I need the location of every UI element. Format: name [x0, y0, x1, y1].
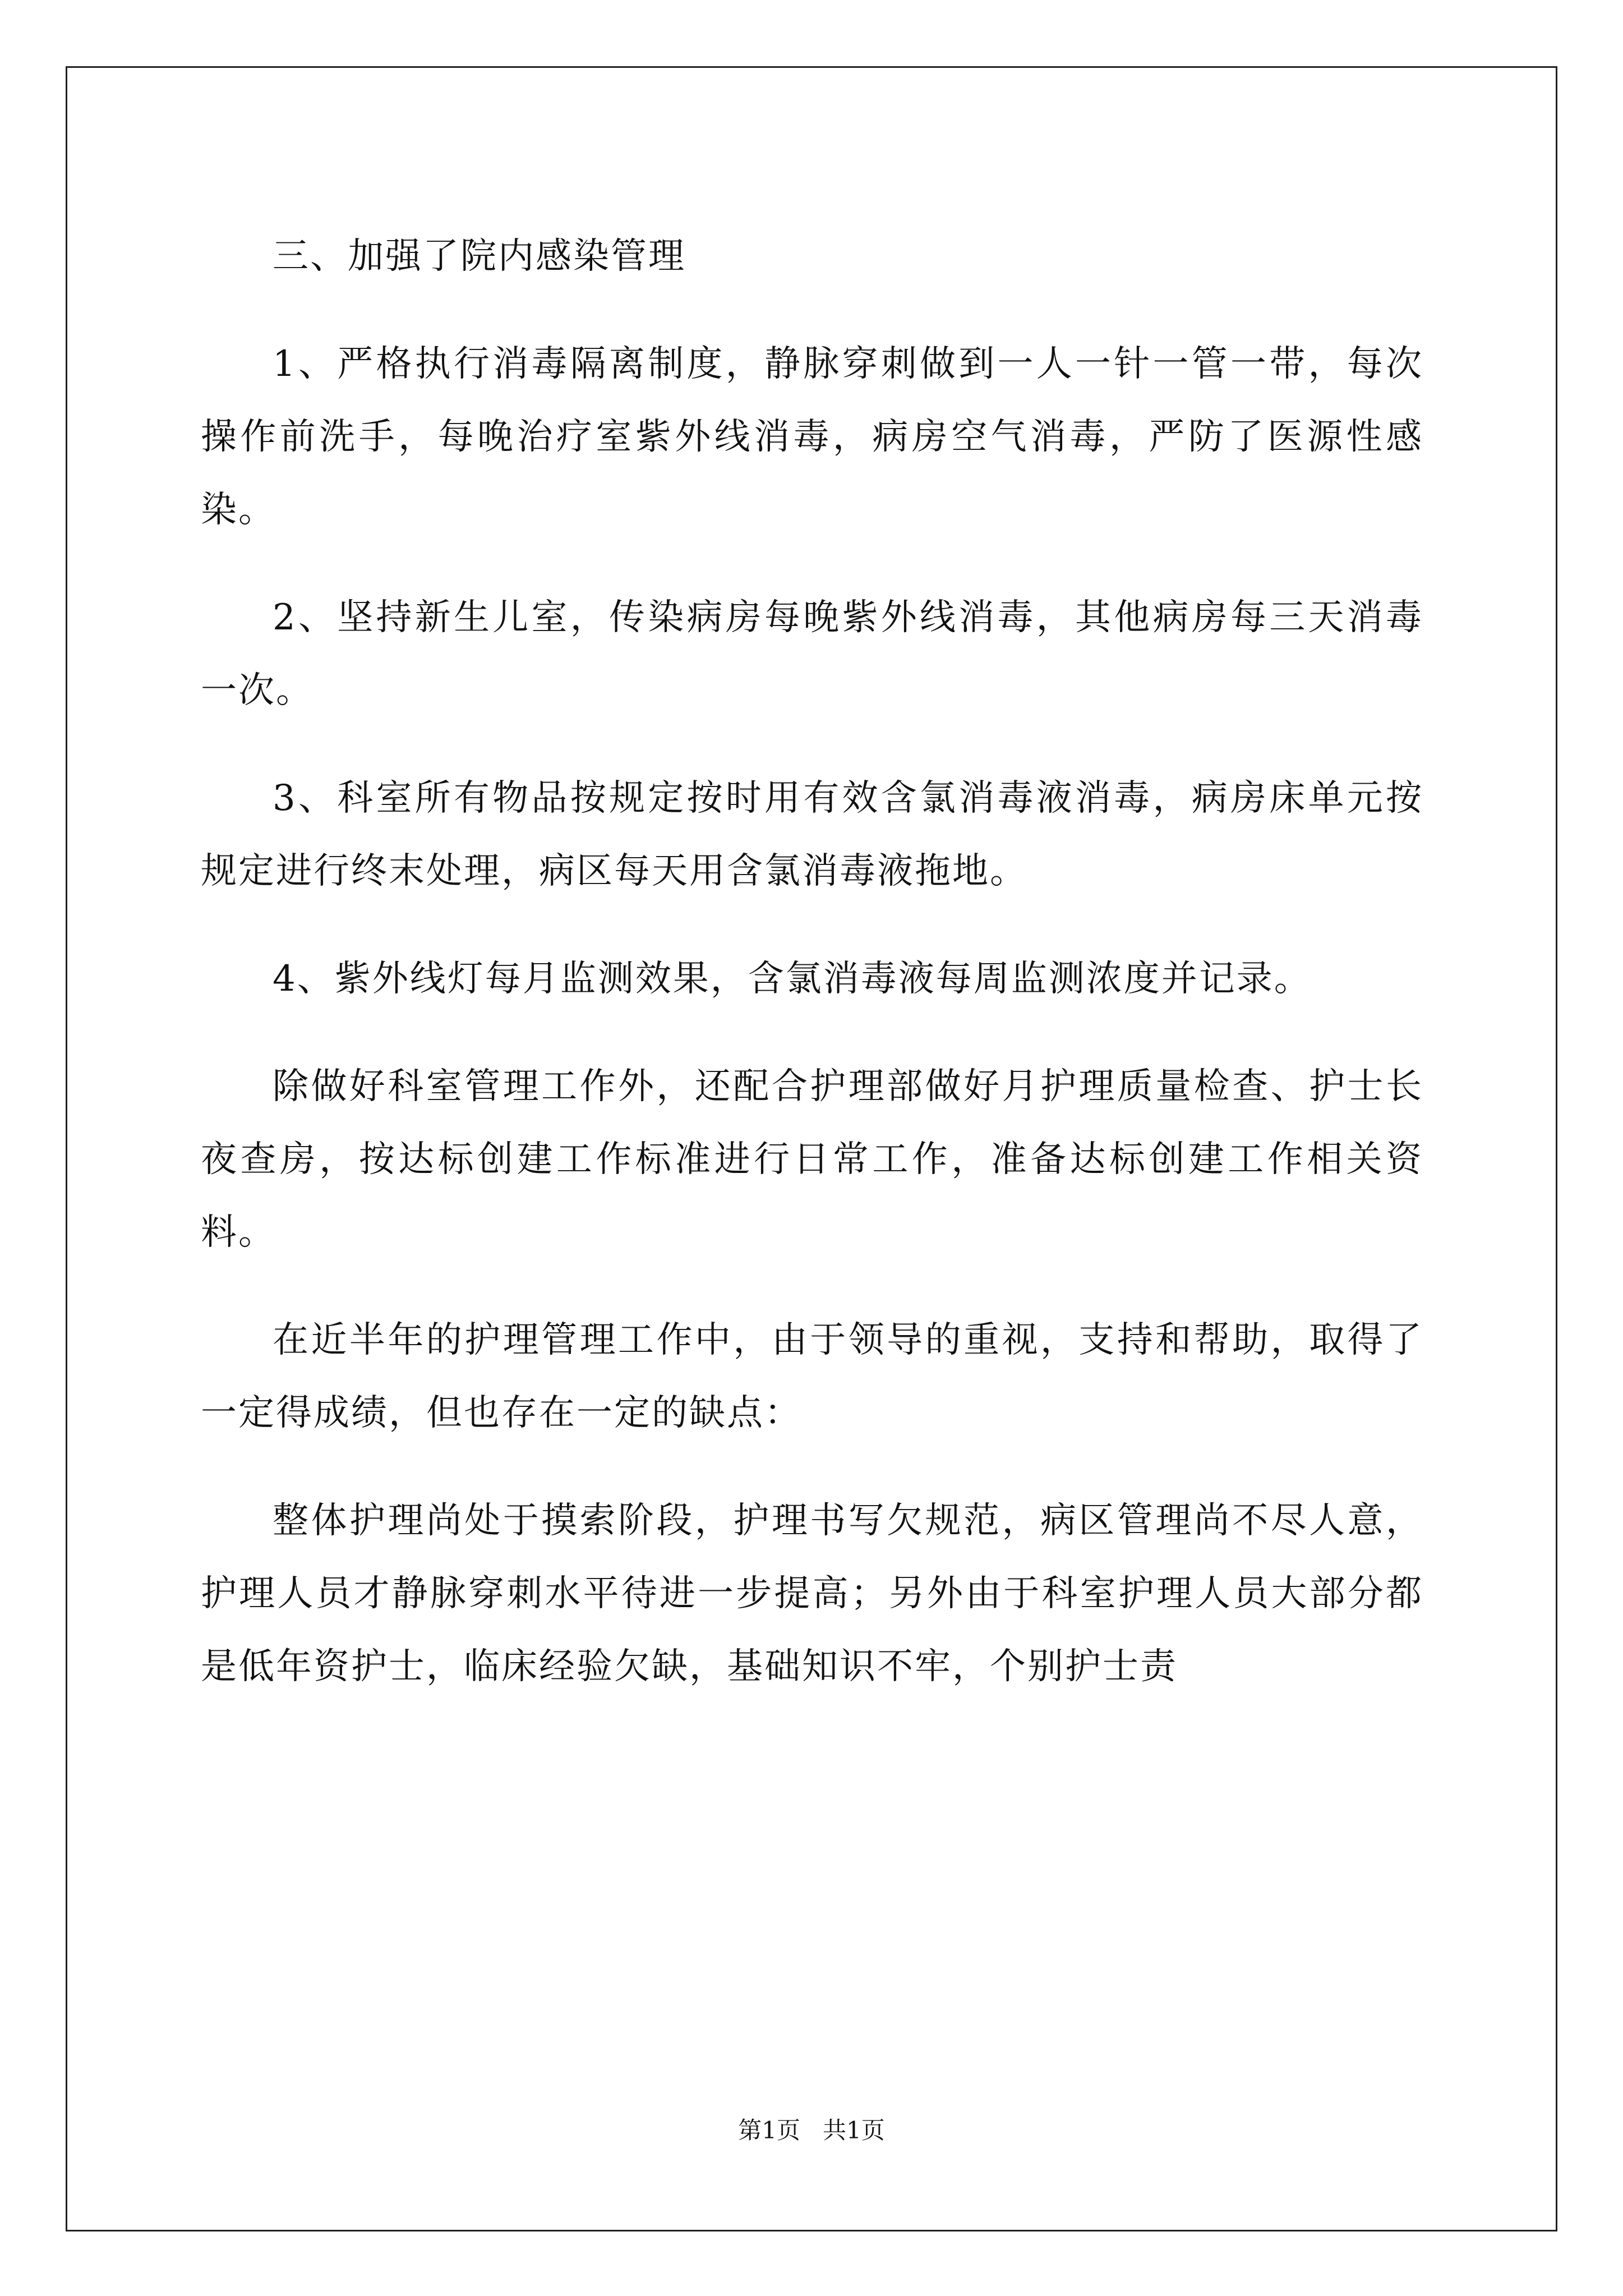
paragraph-5: 除做好科室管理工作外，还配合护理部做好月护理质量检查、护士长夜查房，按达标创建工作标准进行日常工作，准备达标创建工作相关资料。	[201, 1066, 1423, 1253]
section-heading: 三、加强了院内感染管理	[273, 236, 686, 277]
paragraph-1: 1、严格执行消毒隔离制度，静脉穿刺做到一人一针一管一带，每次操作前洗手，每晚治疗室紫外线消毒，病房空气消毒，严防了医源性感染。	[201, 343, 1423, 531]
page-footer: 第1页 共1页	[738, 2116, 885, 2144]
paragraph-6: 在近半年的护理管理工作中，由于领导的重视，支持和帮助，取得了一定得成绩，但也存在一定的缺点：	[201, 1319, 1423, 1434]
document-body	[201, 220, 1423, 1738]
paragraph-7: 整体护理尚处于摸索阶段，护理书写欠规范，病区管理尚不尽人意，护理人员才静脉穿刺水平待进一步提高；另外由于科室护理人员大部分都是低年资护士，临床经验欠缺，基础知识不牢，个别护士责	[201, 1500, 1423, 1687]
paragraph-4: 4、紫外线灯每月监测效果，含氯消毒液每周监测浓度并记录。	[273, 958, 1312, 1000]
paragraph-3: 3、科室所有物品按规定按时用有效含氯消毒液消毒，病房床单元按规定进行终末处理，病区每天用含氯消毒液拖地。	[201, 777, 1423, 892]
paragraph-2: 2、坚持新生儿室，传染病房每晚紫外线消毒，其他病房每三天消毒一次。	[201, 597, 1423, 711]
